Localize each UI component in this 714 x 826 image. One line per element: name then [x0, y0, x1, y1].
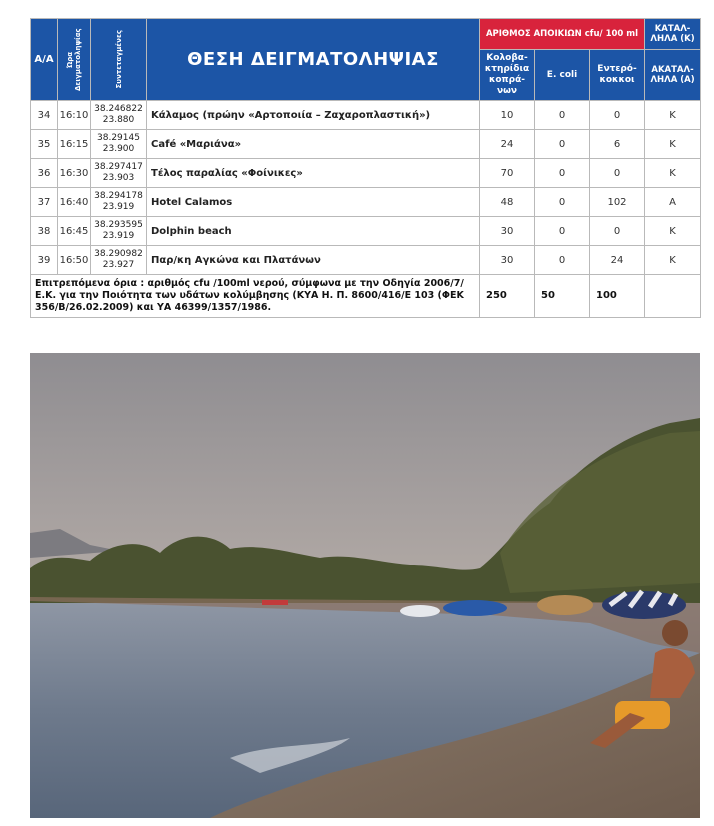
header-coordinates-label: Συντεταγμένες [114, 30, 123, 89]
row-time: 16:50 [58, 246, 91, 275]
row-time: 16:10 [58, 101, 91, 130]
water-quality-table [30, 18, 701, 318]
water-quality-table-container [30, 18, 700, 318]
header-coordinates [91, 19, 147, 101]
row-location-name: Dolphin beach [147, 217, 480, 246]
row-aa: 35 [31, 130, 58, 159]
row-aa: 39 [31, 246, 58, 275]
beach-photo-illustration [30, 353, 700, 818]
row-coliforms: 48 [480, 188, 535, 217]
row-coordinates [91, 101, 147, 130]
row-lon: 23.900 [102, 144, 135, 154]
row-coliforms: 30 [480, 246, 535, 275]
row-aa: 36 [31, 159, 58, 188]
row-aa: 34 [31, 101, 58, 130]
row-coordinates [91, 159, 147, 188]
limit-coliforms: 250 [480, 275, 535, 318]
red-umbrella [262, 600, 288, 605]
row-location-name: Κάλαμος (πρώην «Αρτοποιία – Ζαχαροπλαστική») [147, 101, 480, 130]
row-aa: 37 [31, 188, 58, 217]
row-lat: 38.297417 [94, 162, 143, 172]
header-time-label: Ώρα Δειγματοληψίας [66, 28, 82, 91]
table-row [31, 246, 701, 275]
row-enterococci: 0 [590, 101, 645, 130]
row-rating: Α [645, 188, 701, 217]
row-lon: 23.919 [102, 231, 135, 241]
row-time: 16:15 [58, 130, 91, 159]
row-ecoli: 0 [535, 130, 590, 159]
white-umbrella [400, 605, 440, 617]
table-row [31, 101, 701, 130]
row-coordinates [91, 130, 147, 159]
row-coliforms: 70 [480, 159, 535, 188]
limits-note: Επιτρεπόμενα όρια : αριθμός cfu /100ml νερού, σύμφωνα με την Οδηγία 2006/7/Ε.Κ. για την Ποιότητα των υδάτων κολύμβησης (ΚΥΑ Η. Π. 8600/416/Ε 103 (ΦΕΚ 356/Β/26.02.2009) και ΥΑ 46399/1357/1986. [31, 275, 480, 318]
row-ecoli: 0 [535, 188, 590, 217]
blue-umbrella [443, 600, 507, 616]
header-unsuitable: ΑΚΑΤΑΛ-ΛΗΛΑ (Α) [645, 50, 701, 101]
row-coliforms: 24 [480, 130, 535, 159]
table-row [31, 130, 701, 159]
row-enterococci: 24 [590, 246, 645, 275]
header-coliforms: Κολοβα-κτηρίδια κοπρά-νων [480, 50, 535, 101]
header-ecoli: E. coli [535, 50, 590, 101]
row-enterococci: 6 [590, 130, 645, 159]
row-rating: Κ [645, 101, 701, 130]
row-lon: 23.903 [102, 173, 135, 183]
row-location-name: Hotel Calamos [147, 188, 480, 217]
row-coliforms: 10 [480, 101, 535, 130]
row-location-name: Παρ/κη Αγκώνα και Πλατάνων [147, 246, 480, 275]
row-lat: 38.290982 [94, 249, 143, 259]
row-lat: 38.294178 [94, 191, 143, 201]
row-coliforms: 30 [480, 217, 535, 246]
row-location-name: Café «Μαριάνα» [147, 130, 480, 159]
row-ecoli: 0 [535, 159, 590, 188]
limit-enterococci: 100 [590, 275, 645, 318]
header-suitable: ΚΑΤΑΛ-ΛΗΛΑ (Κ) [645, 19, 701, 50]
row-coordinates [91, 188, 147, 217]
row-lat: 38.246822 [94, 104, 143, 114]
straw-umbrella [537, 595, 593, 615]
row-rating: Κ [645, 130, 701, 159]
row-time: 16:30 [58, 159, 91, 188]
row-location-name: Τέλος παραλίας «Φοίνικες» [147, 159, 480, 188]
table-row [31, 217, 701, 246]
row-time: 16:45 [58, 217, 91, 246]
table-row [31, 159, 701, 188]
row-time: 16:40 [58, 188, 91, 217]
row-rating: Κ [645, 217, 701, 246]
row-ecoli: 0 [535, 217, 590, 246]
row-enterococci: 102 [590, 188, 645, 217]
row-lon: 23.880 [102, 115, 135, 125]
row-enterococci: 0 [590, 217, 645, 246]
row-enterococci: 0 [590, 159, 645, 188]
row-coordinates [91, 246, 147, 275]
limits-row [31, 275, 701, 318]
row-lat: 38.293595 [94, 220, 143, 230]
header-enterococci: Εντερό-κοκκοι [590, 50, 645, 101]
row-coordinates [91, 217, 147, 246]
limit-empty-cell [645, 275, 701, 318]
header-time [58, 19, 91, 101]
header-colonies: ΑΡΙΘΜΟΣ ΑΠΟΙΚΙΩΝ cfu/ 100 ml [480, 19, 645, 50]
beach-photo [30, 353, 700, 818]
row-lat: 38.29145 [97, 133, 140, 143]
header-location: ΘΕΣΗ ΔΕΙΓΜΑΤΟΛΗΨΙΑΣ [147, 19, 480, 101]
row-lon: 23.927 [102, 260, 135, 270]
row-rating: Κ [645, 159, 701, 188]
row-ecoli: 0 [535, 101, 590, 130]
row-lon: 23.919 [102, 202, 135, 212]
row-aa: 38 [31, 217, 58, 246]
table-row [31, 188, 701, 217]
header-aa: Α/Α [31, 19, 58, 101]
limit-ecoli: 50 [535, 275, 590, 318]
row-rating: Κ [645, 246, 701, 275]
row-ecoli: 0 [535, 246, 590, 275]
